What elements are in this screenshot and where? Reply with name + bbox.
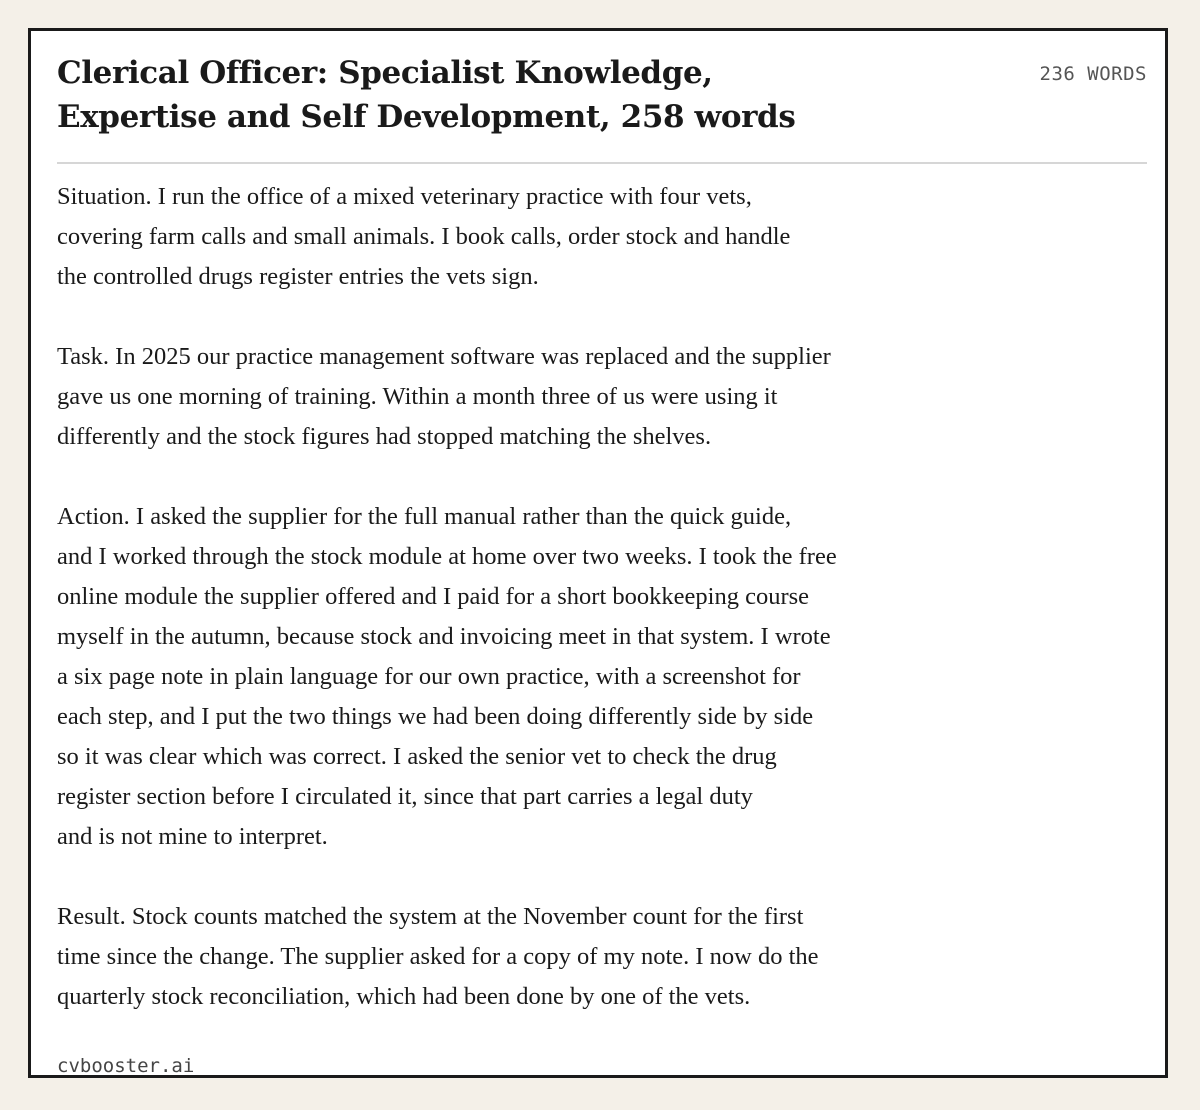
paragraph-result: [57, 897, 1057, 1017]
text-line: and I worked through the stock module at home over two weeks. I took the free: [57, 543, 837, 570]
text-line: gave us one morning of training. Within a month three of us were using it: [57, 383, 778, 410]
text-line: register section before I circulated it, since that part carries a legal duty: [57, 783, 753, 810]
text-line: online module the supplier offered and I paid for a short bookkeeping course: [57, 583, 810, 610]
text-line: time since the change. The supplier asked for a copy of my note. I now do the: [57, 943, 819, 970]
answer-card: [28, 28, 1168, 1078]
text-line: so it was clear which was correct. I asked the senior vet to check the drug: [57, 743, 777, 770]
text-line: quarterly stock reconciliation, which had been done by one of the vets.: [57, 983, 751, 1010]
title-line: Expertise and Self Development, 258 words: [57, 99, 796, 135]
brand-footer: cvbooster.ai: [57, 1055, 195, 1077]
title-line: Clerical Officer: Specialist Knowledge,: [57, 55, 713, 91]
text-line: a six page note in plain language for our own practice, with a screenshot for: [57, 663, 801, 690]
text-line: differently and the stock figures had stopped matching the shelves.: [57, 423, 712, 450]
paragraph-task: [57, 337, 1057, 457]
page-title: [57, 51, 957, 139]
text-line: covering farm calls and small animals. I book calls, order stock and handle: [57, 223, 791, 250]
text-line: myself in the autumn, because stock and invoicing meet in that system. I wrote: [57, 623, 831, 650]
answer-body: [57, 177, 1057, 1057]
text-line: Action. I asked the supplier for the full manual rather than the quick guide,: [57, 503, 792, 530]
paragraph-action: [57, 497, 1057, 857]
paragraph-situation: [57, 177, 1057, 297]
text-line: and is not mine to interpret.: [57, 823, 328, 850]
text-line: Result. Stock counts matched the system at the November count for the first: [57, 903, 804, 930]
text-line: Task. In 2025 our practice management software was replaced and the supplier: [57, 343, 831, 370]
text-line: the controlled drugs register entries the vets sign.: [57, 263, 539, 290]
text-line: Situation. I run the office of a mixed veterinary practice with four vets,: [57, 183, 752, 210]
card-header: [57, 31, 1147, 164]
word-count-badge: 236 WORDS: [1039, 63, 1147, 85]
text-line: each step, and I put the two things we had been doing differently side by side: [57, 703, 814, 730]
